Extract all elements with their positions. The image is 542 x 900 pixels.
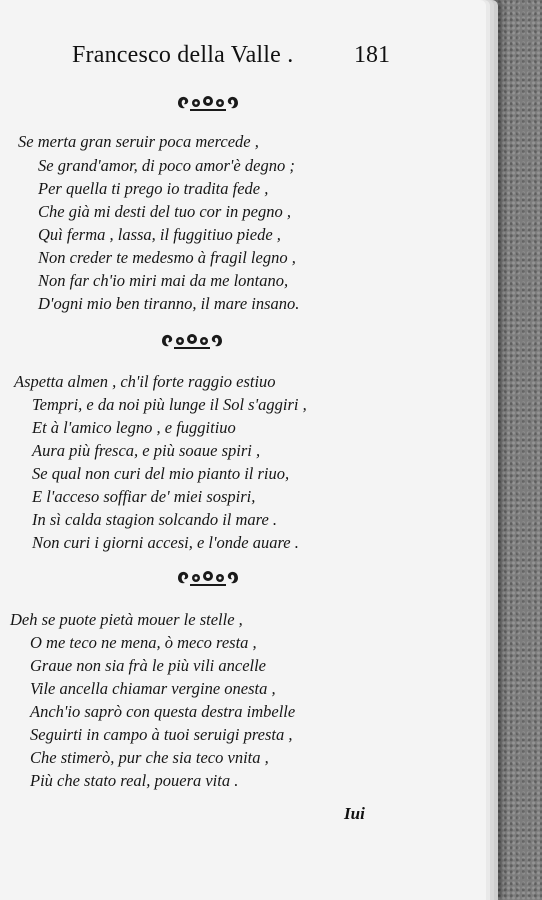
- verse-line: Che già mi desti del tuo cor in pegno ,: [38, 202, 291, 221]
- verse-line: Graue non sia frà le più vili ancelle: [30, 656, 267, 675]
- verse-line: Non creder te medesmo à fragil legno ,: [38, 248, 296, 267]
- verse-line: Se merta gran seruir poca mercede ,: [18, 132, 259, 151]
- verse-line: Che stimerò, pur che sia teco vnita ,: [30, 748, 269, 767]
- verse-line: Seguirti in campo à tuoi seruigi presta ,: [30, 725, 293, 744]
- verse-line: D'ogni mio ben tiranno, il mare insano.: [38, 294, 300, 313]
- verse-line: Et à l'amico legno , e fuggitiuo: [32, 418, 236, 437]
- verse-line: O me teco ne mena, ò meco resta ,: [30, 633, 257, 652]
- verse-line: Quì ferma , lassa, il fuggitiuo piede ,: [38, 225, 281, 244]
- catchword: Iui: [344, 804, 365, 823]
- verse-line: Non far ch'io miri mai da me lontano,: [38, 271, 289, 290]
- page-edge: [486, 6, 496, 900]
- verse-line: Aspetta almen , ch'il forte raggio estiuo: [14, 372, 276, 391]
- running-title: Francesco della Valle .: [72, 42, 294, 68]
- verse-line: Tempri, e da noi più lunge il Sol s'aggiri ,: [32, 395, 307, 414]
- page-header: [72, 42, 390, 74]
- fleuron-ornament-icon: [176, 567, 240, 589]
- fleuron-ornament-icon: [160, 330, 224, 352]
- verse-line: Se qual non curi del mio pianto il riuo,: [32, 464, 290, 483]
- fleuron-ornament-icon: [176, 92, 240, 114]
- verse-line: Più che stato real, pouera vita .: [30, 771, 239, 790]
- verse-line: Non curi i giorni accesi, e l'onde auare .: [32, 533, 299, 552]
- verse-line: Aura più fresca, e più soaue spiri ,: [32, 441, 261, 460]
- verse-line: In sì calda stagion solcando il mare .: [32, 510, 278, 529]
- page-number: 181: [354, 42, 390, 68]
- verse-line: Deh se puote pietà mouer le stelle ,: [10, 610, 243, 629]
- verse-line: E l'acceso soffiar de' miei sospiri,: [32, 487, 256, 506]
- verse-line: Se grand'amor, di poco amor'è degno ;: [38, 156, 295, 175]
- verse-line: Anch'io saprò con questa destra imbelle: [30, 702, 296, 721]
- verse-line: Per quella ti prego io tradita fede ,: [38, 179, 269, 198]
- verse-line: Vile ancella chiamar vergine onesta ,: [30, 679, 276, 698]
